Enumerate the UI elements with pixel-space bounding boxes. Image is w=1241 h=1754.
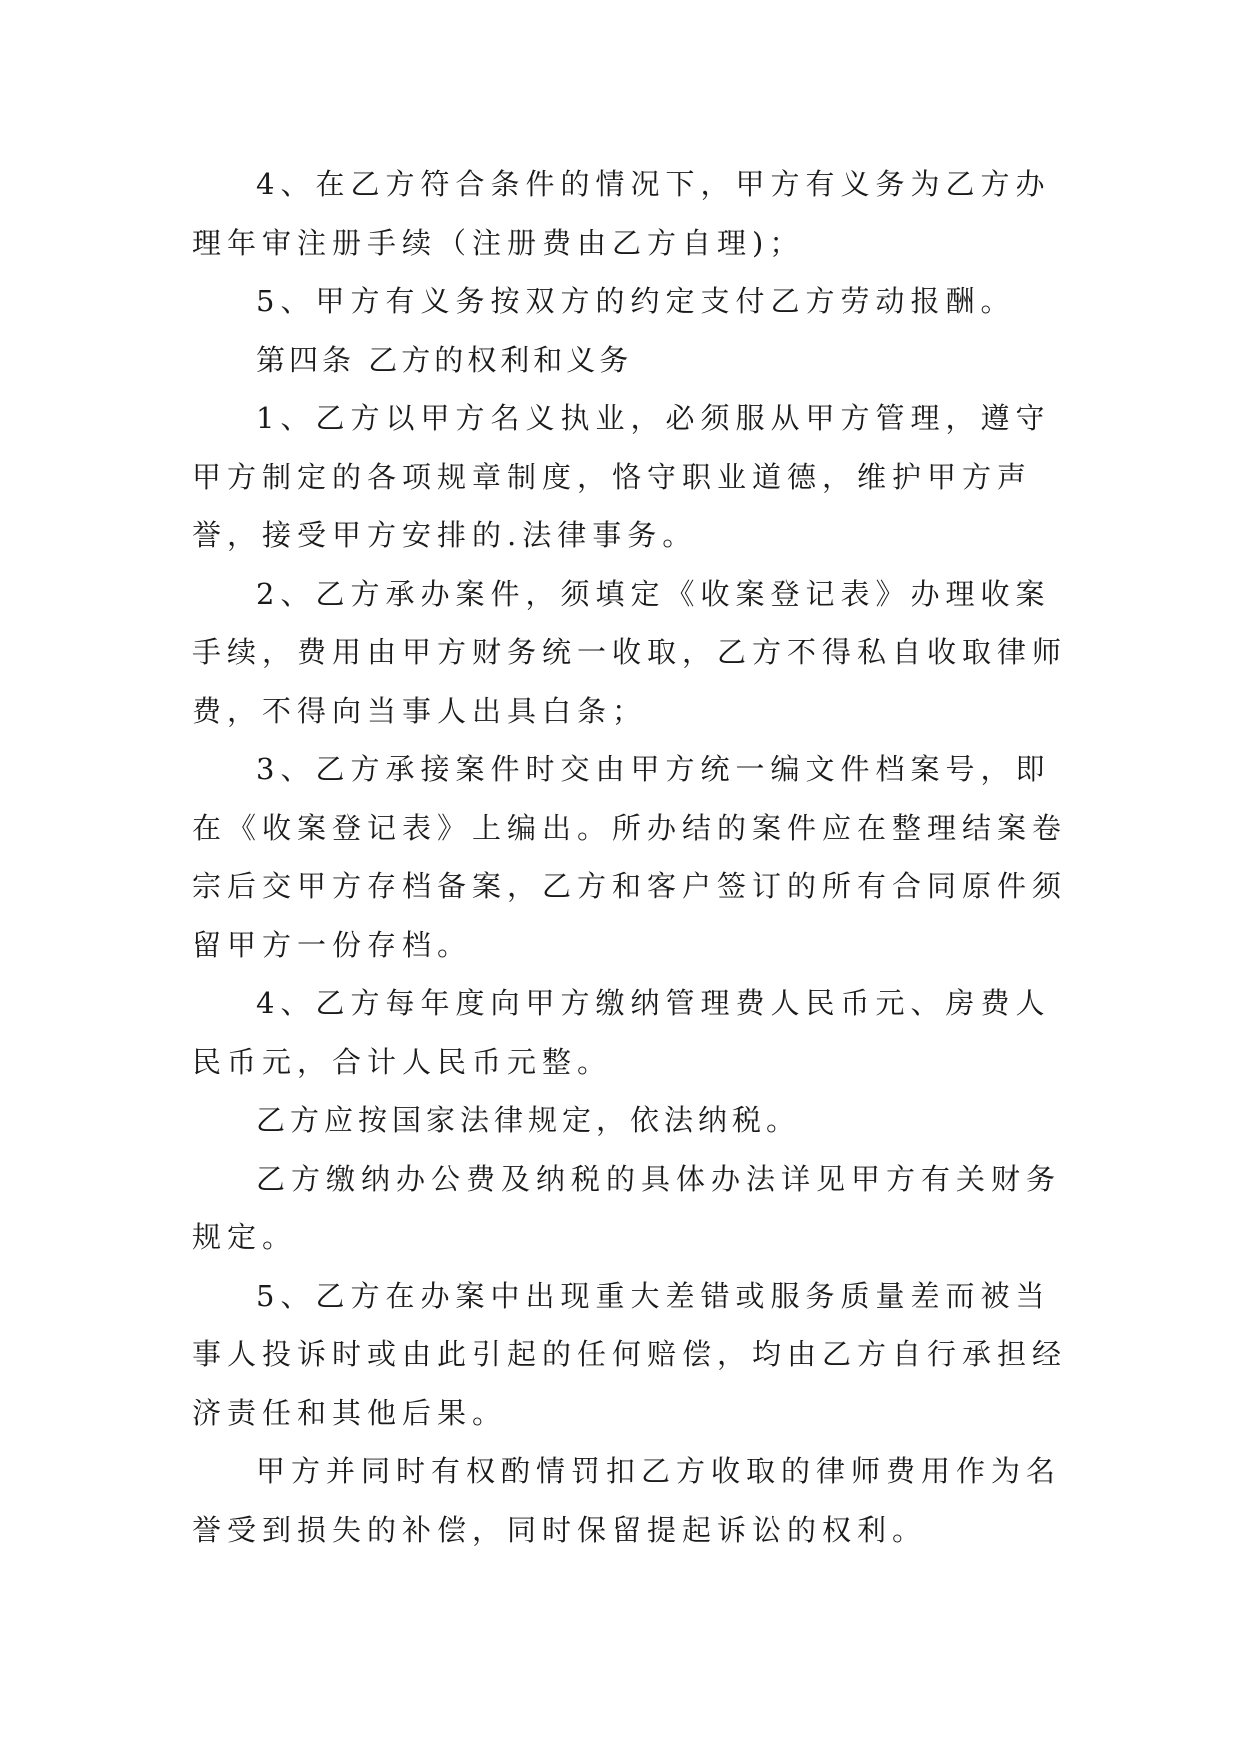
paragraph-party-b-duty-4: 4、乙方每年度向甲方缴纳管理费人民币元、房费人民币元，合计人民币元整。 (192, 986, 1051, 1079)
document-body (192, 155, 1072, 1559)
paragraph-party-a-duty-5: 5、甲方有义务按双方的约定支付乙方劳动报酬。 (256, 284, 1016, 318)
paragraph-party-b-duty-2: 2、乙方承办案件，须填定《收案登记表》办理收案手续，费用由甲方财务统一收取，乙方不得私自收取律师费，不得向当事人出具白条； (192, 576, 1068, 728)
paragraph-penalty: 甲方并同时有权酌情罚扣乙方收取的律师费用作为名誉受到损失的补偿，同时保留提起诉讼的权利。 (192, 1454, 1062, 1547)
paragraph-party-b-duty-1: 1、乙方以甲方名义执业，必须服从甲方管理，遵守甲方制定的各项规章制度，恪守职业道德，维护甲方声誉，接受甲方安排的.法律事务。 (192, 401, 1051, 552)
article-4-heading: 第四条 乙方的权利和义务 (256, 342, 633, 377)
paragraph-party-b-duty-3: 3、乙方承接案件时交由甲方统一编文件档案号，即在《收案登记表》上编出。所办结的案件应在整理结案卷宗后交甲方存档备案，乙方和客户签订的所有合同原件须留甲方一份存档。 (192, 752, 1068, 962)
paragraph-party-a-duty-4: 4、在乙方符合条件的情况下，甲方有义务为乙方办理年审注册手续（注册费由乙方自理)； (192, 167, 1051, 260)
paragraph-tax-compliance: 乙方应按国家法律规定，依法纳税。 (256, 1103, 801, 1137)
paragraph-party-b-duty-5: 5、乙方在办案中出现重大差错或服务质量差而被当事人投诉时或由此引起的任何赔偿，均由乙方自行承担经济责任和其他后果。 (192, 1278, 1068, 1430)
paragraph-fee-payment: 乙方缴纳办公费及纳税的具体办法详见甲方有关财务规定。 (192, 1161, 1062, 1254)
